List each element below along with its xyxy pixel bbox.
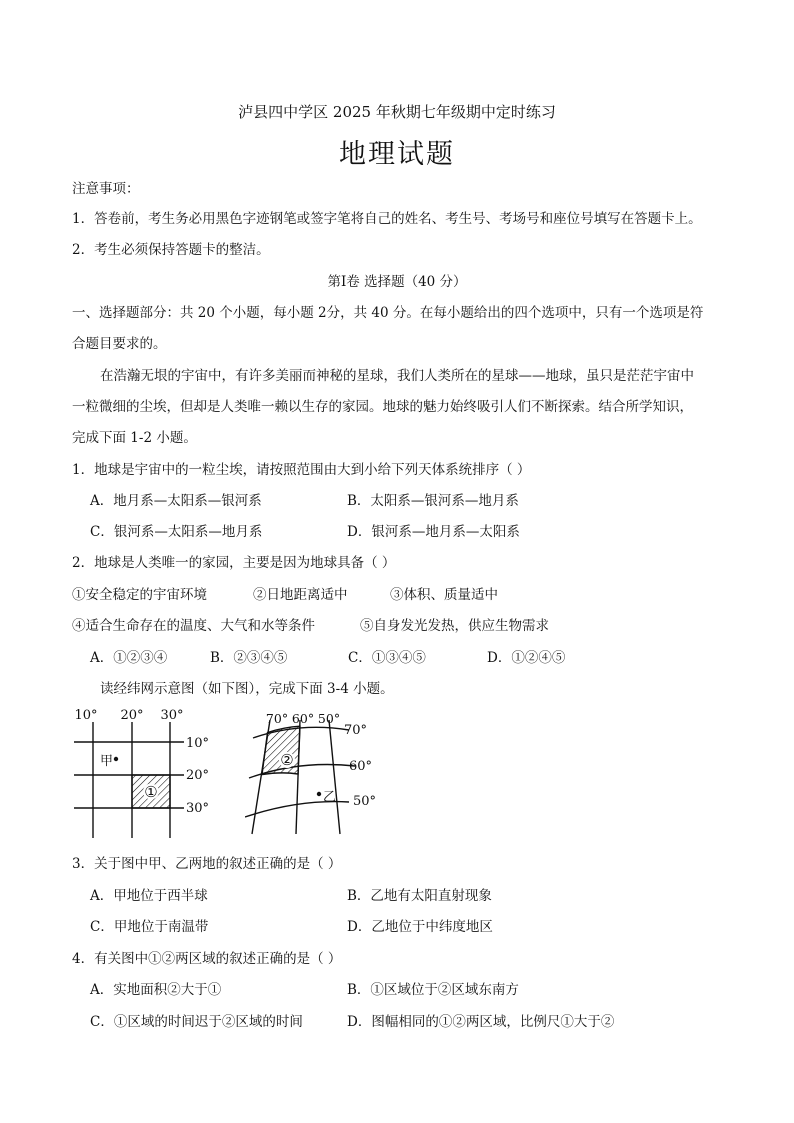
q1-option-c: C．银河系—太阳系—地月系 xyxy=(90,524,263,540)
q1-option-b: B．太阳系—银河系—地月系 xyxy=(347,493,519,509)
right-map-lat-label-70: 70° xyxy=(344,723,368,738)
q2-stem: 2．地球是人类唯一的家园，主要是因为地球具备（ ） xyxy=(72,555,396,571)
left-map-lon-label-20: 20° xyxy=(120,708,144,723)
left-map-point-jia-label: 甲 xyxy=(100,754,114,769)
q1-option-a: A．地月系—太阳系—银河系 xyxy=(90,493,262,509)
left-map-lon-label-10: 10° xyxy=(74,708,98,723)
passage-line-3: 完成下面 1-2 小题。 xyxy=(72,430,197,446)
q2-choice-1: ①安全稳定的宇宙环境 xyxy=(72,587,207,603)
notice-item-1: 1．答卷前，考生务必用黑色字迹钢笔或签字笔将自己的姓名、考生号、考场号和座位号填写在答题卡上。 xyxy=(72,211,702,227)
left-map-lat-label-20: 20° xyxy=(186,768,210,783)
right-map-region-2-label: ② xyxy=(280,751,294,769)
left-map-lat-label-30: 30° xyxy=(186,801,210,816)
q3-option-d: D．乙地位于中纬度地区 xyxy=(347,919,493,935)
left-map-lat-label-10: 10° xyxy=(186,736,210,751)
right-map-point-yi-dot xyxy=(317,792,321,796)
q4-option-a: A．实地面积②大于① xyxy=(90,982,222,998)
q4-stem: 4．有关图中①②两区域的叙述正确的是（ ） xyxy=(72,951,342,967)
q1-option-d: D．银河系—地月系—太阳系 xyxy=(347,524,520,540)
q2-option-c: C．①③④⑤ xyxy=(348,650,426,666)
q4-option-d: D．图幅相同的①②两区域，比例尺①大于② xyxy=(347,1014,615,1030)
section-instruction-line-1: 一、选择题部分：共 20 个小题，每小题 2分，共 40 分。在每小题给出的四个选项中，只有一个选项是符 xyxy=(72,305,704,321)
q3-option-c: C．甲地位于南温带 xyxy=(90,919,209,935)
right-map-lon-label-60: 60° xyxy=(291,711,315,726)
q1-stem: 1．地球是宇宙中的一粒尘埃，请按照范围由大到小给下列天体系统排序（ ） xyxy=(72,462,531,478)
exam-subject-title: 地理试题 xyxy=(339,139,455,170)
q2-choice-4: ④适合生命存在的温度、大气和水等条件 xyxy=(72,618,315,634)
q2-choice-5: ⑤自身发光发热，供应生物需求 xyxy=(360,618,549,634)
passage-line-1: 在浩瀚无垠的宇宙中，有许多美丽而神秘的星球，我们人类所在的星球——地球，虽只是茫茫宇宙中 xyxy=(100,368,694,384)
q2-option-d: D．①②④⑤ xyxy=(487,650,566,666)
q2-choice-3: ③体积、质量适中 xyxy=(390,587,498,603)
q3-stem: 3．关于图中甲、乙两地的叙述正确的是（ ） xyxy=(72,856,342,872)
map-intro: 读经纬网示意图（如下图），完成下面 3-4 小题。 xyxy=(100,681,394,697)
right-map-lat-label-50: 50° xyxy=(353,794,377,809)
section-title: 第Ⅰ卷 选择题（40 分） xyxy=(327,274,467,290)
q2-option-a: A．①②③④ xyxy=(90,650,168,666)
q4-option-c: C．①区域的时间迟于②区域的时间 xyxy=(90,1014,303,1030)
section-instruction-line-2: 合题目要求的。 xyxy=(72,336,167,352)
right-map-point-yi-label: 乙 xyxy=(323,790,337,805)
left-map-region-1-label: ① xyxy=(144,783,158,801)
q3-option-a: A．甲地位于西半球 xyxy=(90,888,208,904)
q2-choice-2: ②日地距离适中 xyxy=(253,587,348,603)
left-map-lon-label-30: 30° xyxy=(160,708,184,723)
right-map-lon-label-50: 50° xyxy=(317,711,341,726)
right-map-meridian-50 xyxy=(329,720,340,834)
exam-school-line: 泸县四中学区 2025 年秋期七年级期中定时练习 xyxy=(238,103,556,121)
passage-line-2: 一粒微细的尘埃，但却是人类唯一赖以生存的家园。地球的魅力始终吸引人们不断探索。结合所学知识， xyxy=(72,399,693,415)
right-map-lon-label-70: 70° xyxy=(265,711,289,726)
notice-item-2: 2．考生必须保持答题卡的整洁。 xyxy=(72,242,270,258)
right-map-lat-label-60: 60° xyxy=(349,759,373,774)
left-map-point-jia-dot xyxy=(114,757,118,761)
lat-lon-grid-map-right xyxy=(245,702,395,842)
q2-option-b: B．②③④⑤ xyxy=(210,650,288,666)
lat-lon-grid-map-left xyxy=(60,702,230,842)
q4-option-b: B．①区域位于②区域东南方 xyxy=(347,982,519,998)
notice-heading: 注意事项： xyxy=(72,181,140,197)
q3-option-b: B．乙地有太阳直射现象 xyxy=(347,888,492,904)
